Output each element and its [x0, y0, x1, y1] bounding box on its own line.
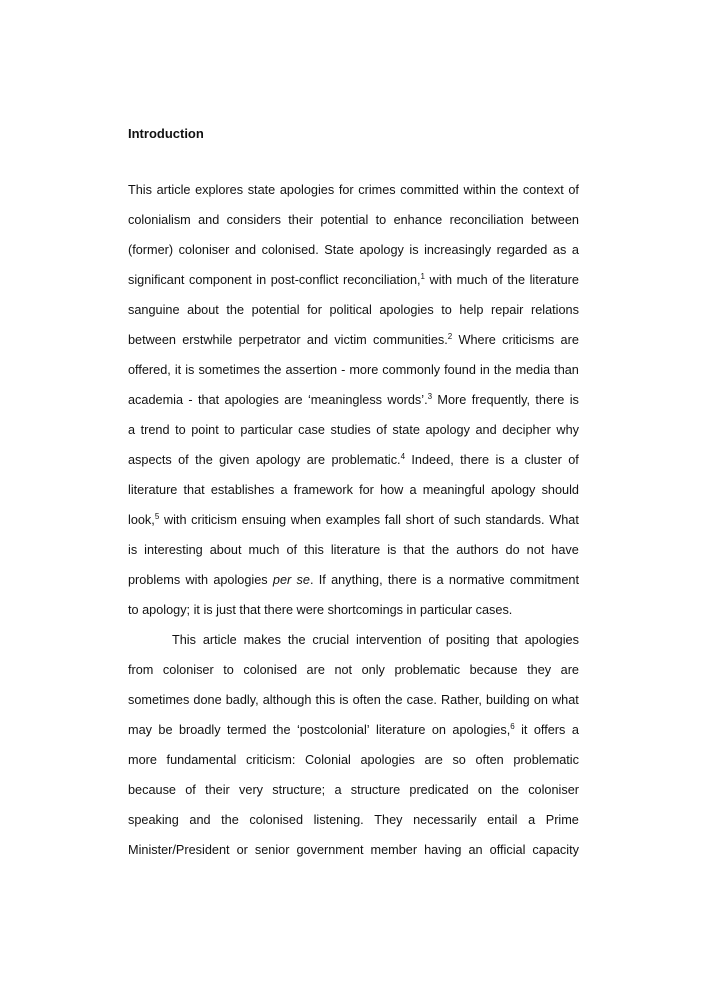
word: their	[288, 213, 313, 227]
word: government	[296, 843, 364, 857]
word: Rather,	[441, 693, 482, 707]
word: a	[128, 423, 136, 437]
word: is	[339, 693, 349, 707]
word: -	[188, 393, 193, 407]
word: the	[384, 693, 403, 707]
word: the	[221, 813, 239, 827]
word: the	[263, 363, 282, 377]
word: much	[248, 543, 280, 557]
text-line	[128, 841, 579, 871]
text-line	[128, 811, 579, 841]
text-line	[128, 571, 579, 601]
word: member	[370, 843, 418, 857]
word: erstwhile	[182, 333, 233, 347]
word: is	[409, 243, 419, 257]
word: per	[272, 573, 292, 587]
word: not	[526, 543, 545, 557]
word: and	[306, 333, 329, 347]
word: that	[403, 543, 425, 557]
word: apologies	[379, 303, 434, 317]
word: a	[436, 573, 444, 587]
word: perpetrator	[238, 333, 301, 347]
word: so	[452, 753, 466, 767]
word: be	[158, 723, 173, 737]
word: trend	[140, 423, 170, 437]
word: for	[338, 183, 354, 197]
word: is	[185, 363, 195, 377]
word: fundamental	[166, 753, 237, 767]
word: case.	[406, 693, 437, 707]
word: (former)	[128, 243, 174, 257]
text-line	[128, 751, 579, 781]
word: State	[324, 243, 354, 257]
word: normative	[448, 573, 505, 587]
word: of	[286, 543, 298, 557]
word: is	[495, 453, 505, 467]
word: examples	[325, 513, 381, 527]
word: a	[334, 783, 342, 797]
word: fall	[384, 513, 401, 527]
word: structure;	[272, 783, 326, 797]
word: the	[507, 273, 526, 287]
word: of	[568, 453, 579, 467]
word: frequently,	[471, 393, 531, 407]
word: apology	[255, 453, 301, 467]
word: colonised.	[261, 243, 319, 257]
word: a	[528, 813, 536, 827]
word: sometimes	[198, 363, 260, 377]
word: very	[239, 783, 264, 797]
footnote-marker: 4	[400, 452, 406, 461]
word: Minister/President	[128, 843, 230, 857]
word: More	[437, 393, 467, 407]
word: on	[477, 783, 493, 797]
word: on	[431, 723, 446, 737]
text-line	[128, 601, 579, 631]
word: aspects	[128, 453, 172, 467]
word: are	[424, 753, 443, 767]
word: on	[533, 693, 548, 707]
word: with	[429, 273, 453, 287]
word: in	[256, 273, 267, 287]
word: there	[387, 573, 417, 587]
word: colonialism	[128, 213, 191, 227]
word: potential	[320, 213, 369, 227]
word: anything,	[331, 573, 383, 587]
word: given	[219, 453, 250, 467]
word: an	[468, 843, 483, 857]
word: literature	[529, 273, 579, 287]
word: they	[527, 663, 552, 677]
word: literature	[330, 543, 381, 557]
word: standards.	[485, 513, 545, 527]
word: the	[501, 783, 519, 797]
word: state	[392, 423, 420, 437]
word: is	[569, 393, 579, 407]
word: post-conflict	[270, 273, 339, 287]
word: there	[535, 393, 565, 407]
word: apologies	[213, 573, 268, 587]
word: to	[223, 663, 234, 677]
word: done	[193, 693, 222, 707]
word: are	[306, 453, 326, 467]
word: capacity	[532, 843, 579, 857]
text-line	[128, 661, 579, 691]
word: criticism	[191, 513, 237, 527]
word: apologies	[524, 633, 579, 647]
text-line	[128, 721, 579, 751]
word: how	[380, 483, 404, 497]
word: Indeed,	[411, 453, 454, 467]
word: of	[376, 423, 387, 437]
word: victim	[334, 333, 367, 347]
word: considers	[226, 213, 281, 227]
word: the	[195, 453, 213, 467]
word: of	[185, 783, 196, 797]
word: often	[475, 753, 504, 767]
word: have	[551, 543, 579, 557]
word: often	[352, 693, 381, 707]
word: commitment	[509, 573, 579, 587]
word: repair	[490, 303, 524, 317]
word: and	[189, 813, 211, 827]
word: with	[185, 573, 209, 587]
word: such	[453, 513, 481, 527]
word: structure	[350, 783, 401, 797]
word: article	[202, 633, 237, 647]
word: when	[290, 513, 322, 527]
word: more	[349, 363, 379, 377]
word: If	[318, 573, 326, 587]
word: colonised	[243, 663, 297, 677]
word: short	[405, 513, 434, 527]
word: decipher	[502, 423, 551, 437]
word: committed	[400, 183, 459, 197]
word: coloniser	[162, 663, 214, 677]
word: establishes	[210, 483, 275, 497]
text-line	[128, 421, 579, 451]
word: from	[128, 663, 154, 677]
word: for	[307, 303, 322, 317]
word: predicated	[409, 783, 469, 797]
word: more	[128, 753, 157, 767]
text-line	[128, 541, 579, 571]
word: is	[387, 543, 397, 557]
word: why	[556, 423, 579, 437]
word: ‘postcolonial’	[296, 723, 370, 737]
word: studies	[330, 423, 371, 437]
word: because	[469, 663, 518, 677]
word: apologies	[360, 753, 415, 767]
word: the	[226, 303, 245, 317]
word: crimes	[358, 183, 396, 197]
body-text	[128, 181, 579, 871]
word: with	[163, 513, 187, 527]
word: within	[463, 183, 496, 197]
word: component	[188, 273, 252, 287]
word: crucial	[312, 633, 350, 647]
word: sometimes	[128, 693, 190, 707]
word: having	[424, 843, 462, 857]
word: a	[571, 243, 579, 257]
word: is	[422, 573, 432, 587]
text-line	[128, 481, 579, 511]
word: criticisms	[502, 333, 555, 347]
text-line	[128, 391, 579, 421]
word: listening.	[313, 813, 364, 827]
word: badly,	[225, 693, 259, 707]
word: broadly	[178, 723, 221, 737]
word: apology	[490, 483, 536, 497]
word: because	[128, 783, 176, 797]
word: a	[409, 483, 417, 497]
word: se.	[296, 573, 314, 587]
word: although	[262, 693, 312, 707]
word: They	[374, 813, 403, 827]
word: apology	[425, 423, 470, 437]
word: a	[280, 483, 288, 497]
word: the	[500, 183, 519, 197]
word: explores	[195, 183, 244, 197]
word: are	[306, 663, 325, 677]
word: regarded	[496, 243, 548, 257]
text-line	[128, 241, 579, 271]
word: or	[236, 843, 248, 857]
word: do	[505, 543, 520, 557]
text-line	[128, 691, 579, 721]
word: media	[515, 363, 551, 377]
word: a	[571, 723, 579, 737]
word: are	[560, 663, 579, 677]
word: about	[187, 303, 219, 317]
text-line	[128, 361, 579, 391]
text-line	[128, 451, 579, 481]
word: political	[329, 303, 372, 317]
word: to	[441, 303, 452, 317]
word: of	[492, 273, 503, 287]
word: what	[552, 693, 579, 707]
word: this	[315, 693, 336, 707]
word: apologies	[224, 393, 279, 407]
word: coloniser	[178, 243, 230, 257]
word: potential	[251, 303, 300, 317]
word: significant	[128, 273, 185, 287]
footnote-marker: 3	[427, 392, 433, 401]
word: necessarily	[413, 813, 477, 827]
word: enhance	[393, 213, 443, 227]
word: increasingly	[424, 243, 492, 257]
word: that	[198, 393, 220, 407]
word: should	[541, 483, 579, 497]
word: speaking	[128, 813, 179, 827]
word: assertion	[285, 363, 338, 377]
word: literature	[128, 483, 178, 497]
word: than	[554, 363, 579, 377]
word: commonly	[382, 363, 441, 377]
word: Where	[458, 333, 496, 347]
word: article	[156, 183, 191, 197]
word: colonised	[249, 813, 303, 827]
word: to	[375, 213, 387, 227]
word: between	[128, 333, 176, 347]
word: look,$^5$	[128, 512, 160, 527]
text-segment: to apology; it is just that there were shortcomings in particular cases.	[128, 603, 513, 617]
word: is	[128, 543, 138, 557]
word: only	[361, 663, 385, 677]
word: of	[438, 513, 450, 527]
word: to	[175, 423, 186, 437]
word: a	[511, 453, 519, 467]
footnote-marker: 6	[510, 722, 515, 731]
word: Colonial	[305, 753, 351, 767]
word: termed	[226, 723, 267, 737]
word: in	[479, 363, 490, 377]
word: positing	[445, 633, 490, 647]
word: senior	[254, 843, 290, 857]
text-line	[128, 271, 579, 301]
word: of	[428, 633, 440, 647]
word: -	[341, 363, 346, 377]
word: authors	[456, 543, 499, 557]
section-heading: Introduction	[128, 126, 204, 141]
word: of	[568, 183, 579, 197]
text-line	[128, 211, 579, 241]
word: that	[183, 483, 205, 497]
word: for	[359, 483, 374, 497]
word: sanguine	[128, 303, 180, 317]
word: criticism:	[246, 753, 296, 767]
word: and	[198, 213, 220, 227]
text-line	[128, 181, 579, 211]
footnote-marker: 2	[447, 332, 453, 341]
footnote-marker: 5	[154, 512, 160, 521]
word: are	[284, 393, 303, 407]
word: apologies	[279, 183, 335, 197]
word: problems	[128, 573, 181, 587]
word: of	[178, 453, 189, 467]
word: found	[444, 363, 476, 377]
word: entail	[487, 813, 518, 827]
word: Prime	[545, 813, 579, 827]
word: cluster	[524, 453, 562, 467]
word: ensuing	[241, 513, 287, 527]
word: building	[485, 693, 530, 707]
word: this	[304, 543, 324, 557]
word: words’.$^3$	[387, 392, 433, 407]
word: reconciliation	[449, 213, 524, 227]
word: as	[552, 243, 567, 257]
word: offers	[533, 723, 566, 737]
text-line	[128, 781, 579, 811]
word: relations	[530, 303, 579, 317]
word: between	[531, 213, 579, 227]
word: about	[209, 543, 242, 557]
word: meaningful	[422, 483, 485, 497]
word: literature	[376, 723, 426, 737]
word: much	[456, 273, 488, 287]
word: it	[174, 363, 182, 377]
word: This	[128, 183, 152, 197]
word: may	[128, 723, 152, 737]
word: intervention	[355, 633, 422, 647]
word: framework	[293, 483, 353, 497]
word: help	[459, 303, 484, 317]
text-line	[128, 301, 579, 331]
text-line	[128, 511, 579, 541]
word: interesting	[144, 543, 203, 557]
word: their	[205, 783, 230, 797]
text-line	[128, 331, 579, 361]
word: What	[549, 513, 579, 527]
word: apology	[359, 243, 404, 257]
word: point	[191, 423, 219, 437]
word: This	[172, 633, 196, 647]
word: coloniser	[528, 783, 579, 797]
word: apologies,$^6$	[452, 722, 515, 737]
word: case	[298, 423, 325, 437]
word: problematic	[513, 753, 579, 767]
word: offered,	[128, 363, 171, 377]
word: that	[496, 633, 518, 647]
word: particular	[240, 423, 293, 437]
word: not	[334, 663, 353, 677]
word: reconciliation,$^1$	[342, 272, 425, 287]
word: academia	[128, 393, 184, 407]
word: official	[489, 843, 526, 857]
word: the	[493, 363, 512, 377]
footnote-marker: 1	[420, 272, 425, 281]
word: context	[522, 183, 564, 197]
word: are	[560, 333, 579, 347]
word: the	[431, 543, 450, 557]
word: ‘meaningless	[307, 393, 383, 407]
word: state	[247, 183, 276, 197]
word: makes	[243, 633, 281, 647]
word: to	[224, 423, 235, 437]
word: problematic.$^4$	[331, 452, 406, 467]
word: it	[521, 723, 528, 737]
word: and	[234, 243, 257, 257]
word: the	[272, 723, 291, 737]
word: there	[460, 453, 490, 467]
word: the	[287, 633, 306, 647]
word: communities.$^2$	[373, 332, 453, 347]
word: and	[475, 423, 497, 437]
word: problematic	[394, 663, 461, 677]
text-line	[128, 631, 579, 661]
